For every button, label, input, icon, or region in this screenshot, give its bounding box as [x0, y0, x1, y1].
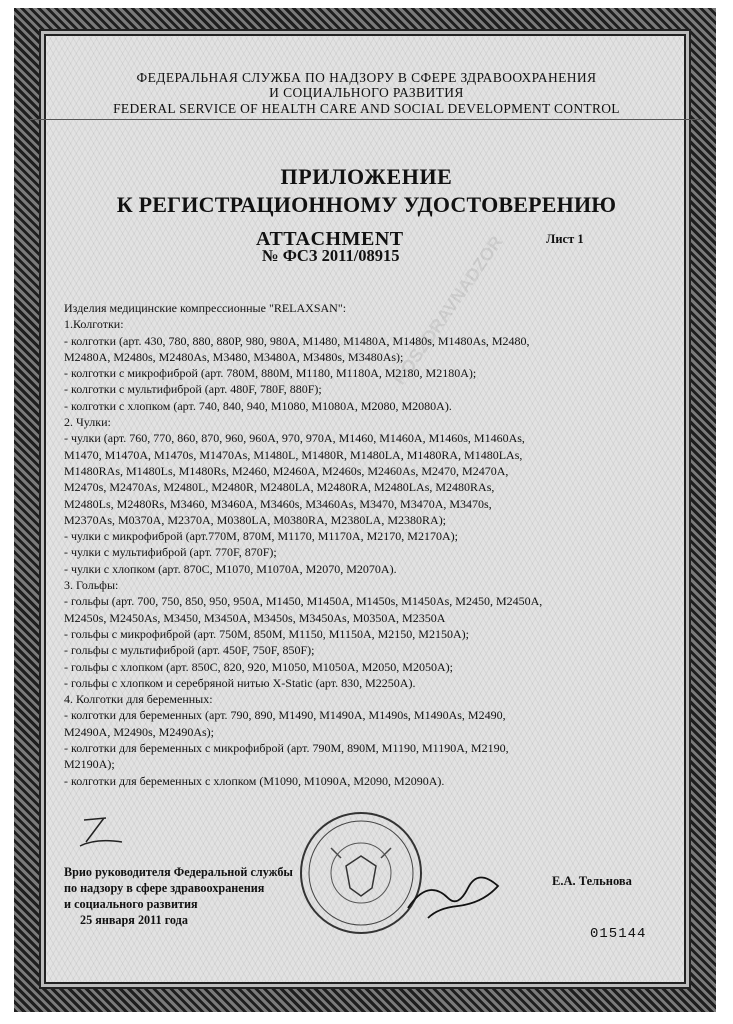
signing-date: 25 января 2011 года — [80, 913, 188, 927]
signatory-title-line1: Врио руководителя Федеральной службы — [64, 865, 293, 879]
list-line: - гольфы с хлопком (арт. 850C, 820, 920, M1050, M1050A, M2050, M2050A); — [64, 659, 453, 674]
issuer-header — [30, 70, 703, 120]
sheet-number: Лист 1 — [546, 232, 584, 246]
list-line: - колготки с мультифиброй (арт. 480F, 780F, 880F); — [64, 382, 322, 397]
list-line: M2490A, M2490s, M2490As); — [64, 724, 215, 739]
issuer-ru-line1: ФЕДЕРАЛЬНАЯ СЛУЖБА ПО НАДЗОРУ В СФЕРЕ ЗДРАВООХРАНЕНИЯ — [136, 70, 597, 85]
list-line: - колготки (арт. 430, 780, 880, 880P, 980, 980A, M1480, M1480A, M1480s, M1480As, M2480, — [64, 333, 530, 348]
signer-name: Е.А. Тельнова — [552, 874, 632, 888]
list-line: - чулки с хлопком (арт. 870C, M1070, M1070A, M2070, M2070A). — [64, 561, 397, 576]
watermark: ROSZDRAVNADZOR — [389, 232, 507, 389]
list-line: - колготки для беременных (арт. 790, 890, M1490, M1490A, M1490s, M1490As, M2490, — [64, 708, 506, 723]
document-title — [30, 164, 703, 218]
list-line: 1.Колготки: — [64, 317, 124, 332]
list-line: - чулки (арт. 760, 770, 860, 870, 960, 960A, 970, 970A, M1460, M1460A, M1460s, M1460As, — [64, 431, 525, 446]
list-line: - гольфы с микрофиброй (арт. 750M, 850M, M1150, M1150A, M2150, M2150A); — [64, 626, 469, 641]
list-line: - колготки для беременных с хлопком (M1090, M1090A, M2090, M2090A). — [64, 773, 445, 788]
list-line: M2470s, M2470As, M2480L, M2480R, M2480LA, M2480RA, M2480LAs, M2480RAs, — [64, 480, 495, 495]
certificate-number: № ФСЗ 2011/08915 — [262, 246, 400, 265]
list-line: - колготки для беременных с микрофиброй (арт. 790M, 890M, M1190, M1190A, M2190, — [64, 741, 509, 756]
list-line: - гольфы с хлопком и серебряной нитью X-Static (арт. 830, M2250A). — [64, 675, 416, 690]
list-line: Изделия медицинские компрессионные "RELAXSAN": — [64, 301, 347, 315]
list-line: - чулки с мультифиброй (арт. 770F, 870F); — [64, 545, 277, 560]
list-line: 3. Гольфы: — [64, 578, 119, 593]
issuer-ru-line2: И СОЦИАЛЬНОГО РАЗВИТИЯ — [269, 85, 464, 100]
issuer-en-line: FEDERAL SERVICE OF HEALTH CARE AND SOCIAL DEVELOPMENT CONTROL — [30, 101, 703, 120]
list-line: M2370As, M0370A, M2370A, M0380LA, M0380RA, M2380LA, M2380RA); — [64, 512, 447, 527]
list-line: M2450s, M2450As, M3450, M3450A, M3450s, M3450As, M0350A, M2350A — [64, 610, 446, 625]
signature-mark — [398, 858, 518, 928]
list-line: - гольфы с мультифиброй (арт. 450F, 750F, 850F); — [64, 643, 315, 658]
list-line: 2. Чулки: — [64, 415, 111, 430]
list-line: M1470, M1470A, M1470s, M1470As, M1480L, M1480R, M1480LA, M1480RA, M1480LAs, — [64, 447, 523, 462]
list-line: - гольфы (арт. 700, 750, 850, 950, 950A, M1450, M1450A, M1450s, M1450As, M2450, M2450A, — [64, 594, 543, 609]
title-english: ATTACHMENT — [256, 228, 404, 250]
list-line: M2480Ls, M2480Rs, M3460, M3460A, M3460s, M3460As, M3470, M3470A, M3470s, — [64, 496, 492, 511]
title-line2: К РЕГИСТРАЦИОННОМУ УДОСТОВЕРЕНИЮ — [116, 192, 617, 217]
list-line: M1480RAs, M1480Ls, M1480Rs, M2460, M2460A, M2460s, M2460As, M2470, M2470A, — [64, 463, 509, 478]
signatory-title-line3: и социального развития — [64, 897, 198, 911]
list-line: M2480A, M2480s, M2480As, M3480, M3480A, M3480s, M3480As); — [64, 349, 404, 364]
list-line: - колготки с микрофиброй (арт. 780M, 880M, M1180, M1180A, M2180, M2180A); — [64, 366, 477, 381]
serial-number: 015144 — [590, 926, 647, 942]
signatory-block — [64, 864, 293, 928]
initials-mark — [76, 812, 126, 856]
list-line: 4. Колготки для беременных: — [64, 692, 213, 707]
list-line: - чулки с микрофиброй (арт.770M, 870M, M1170, M1170A, M2170, M2170A); — [64, 529, 458, 544]
list-line: M2190A); — [64, 757, 115, 772]
signatory-title-line2: по надзору в сфере здравоохранения — [64, 881, 265, 895]
list-line: - колготки с хлопком (арт. 740, 840, 940, M1080, M1080A, M2080, M2080A). — [64, 398, 452, 413]
title-line1: ПРИЛОЖЕНИЕ — [280, 164, 453, 189]
product-list — [64, 300, 664, 789]
